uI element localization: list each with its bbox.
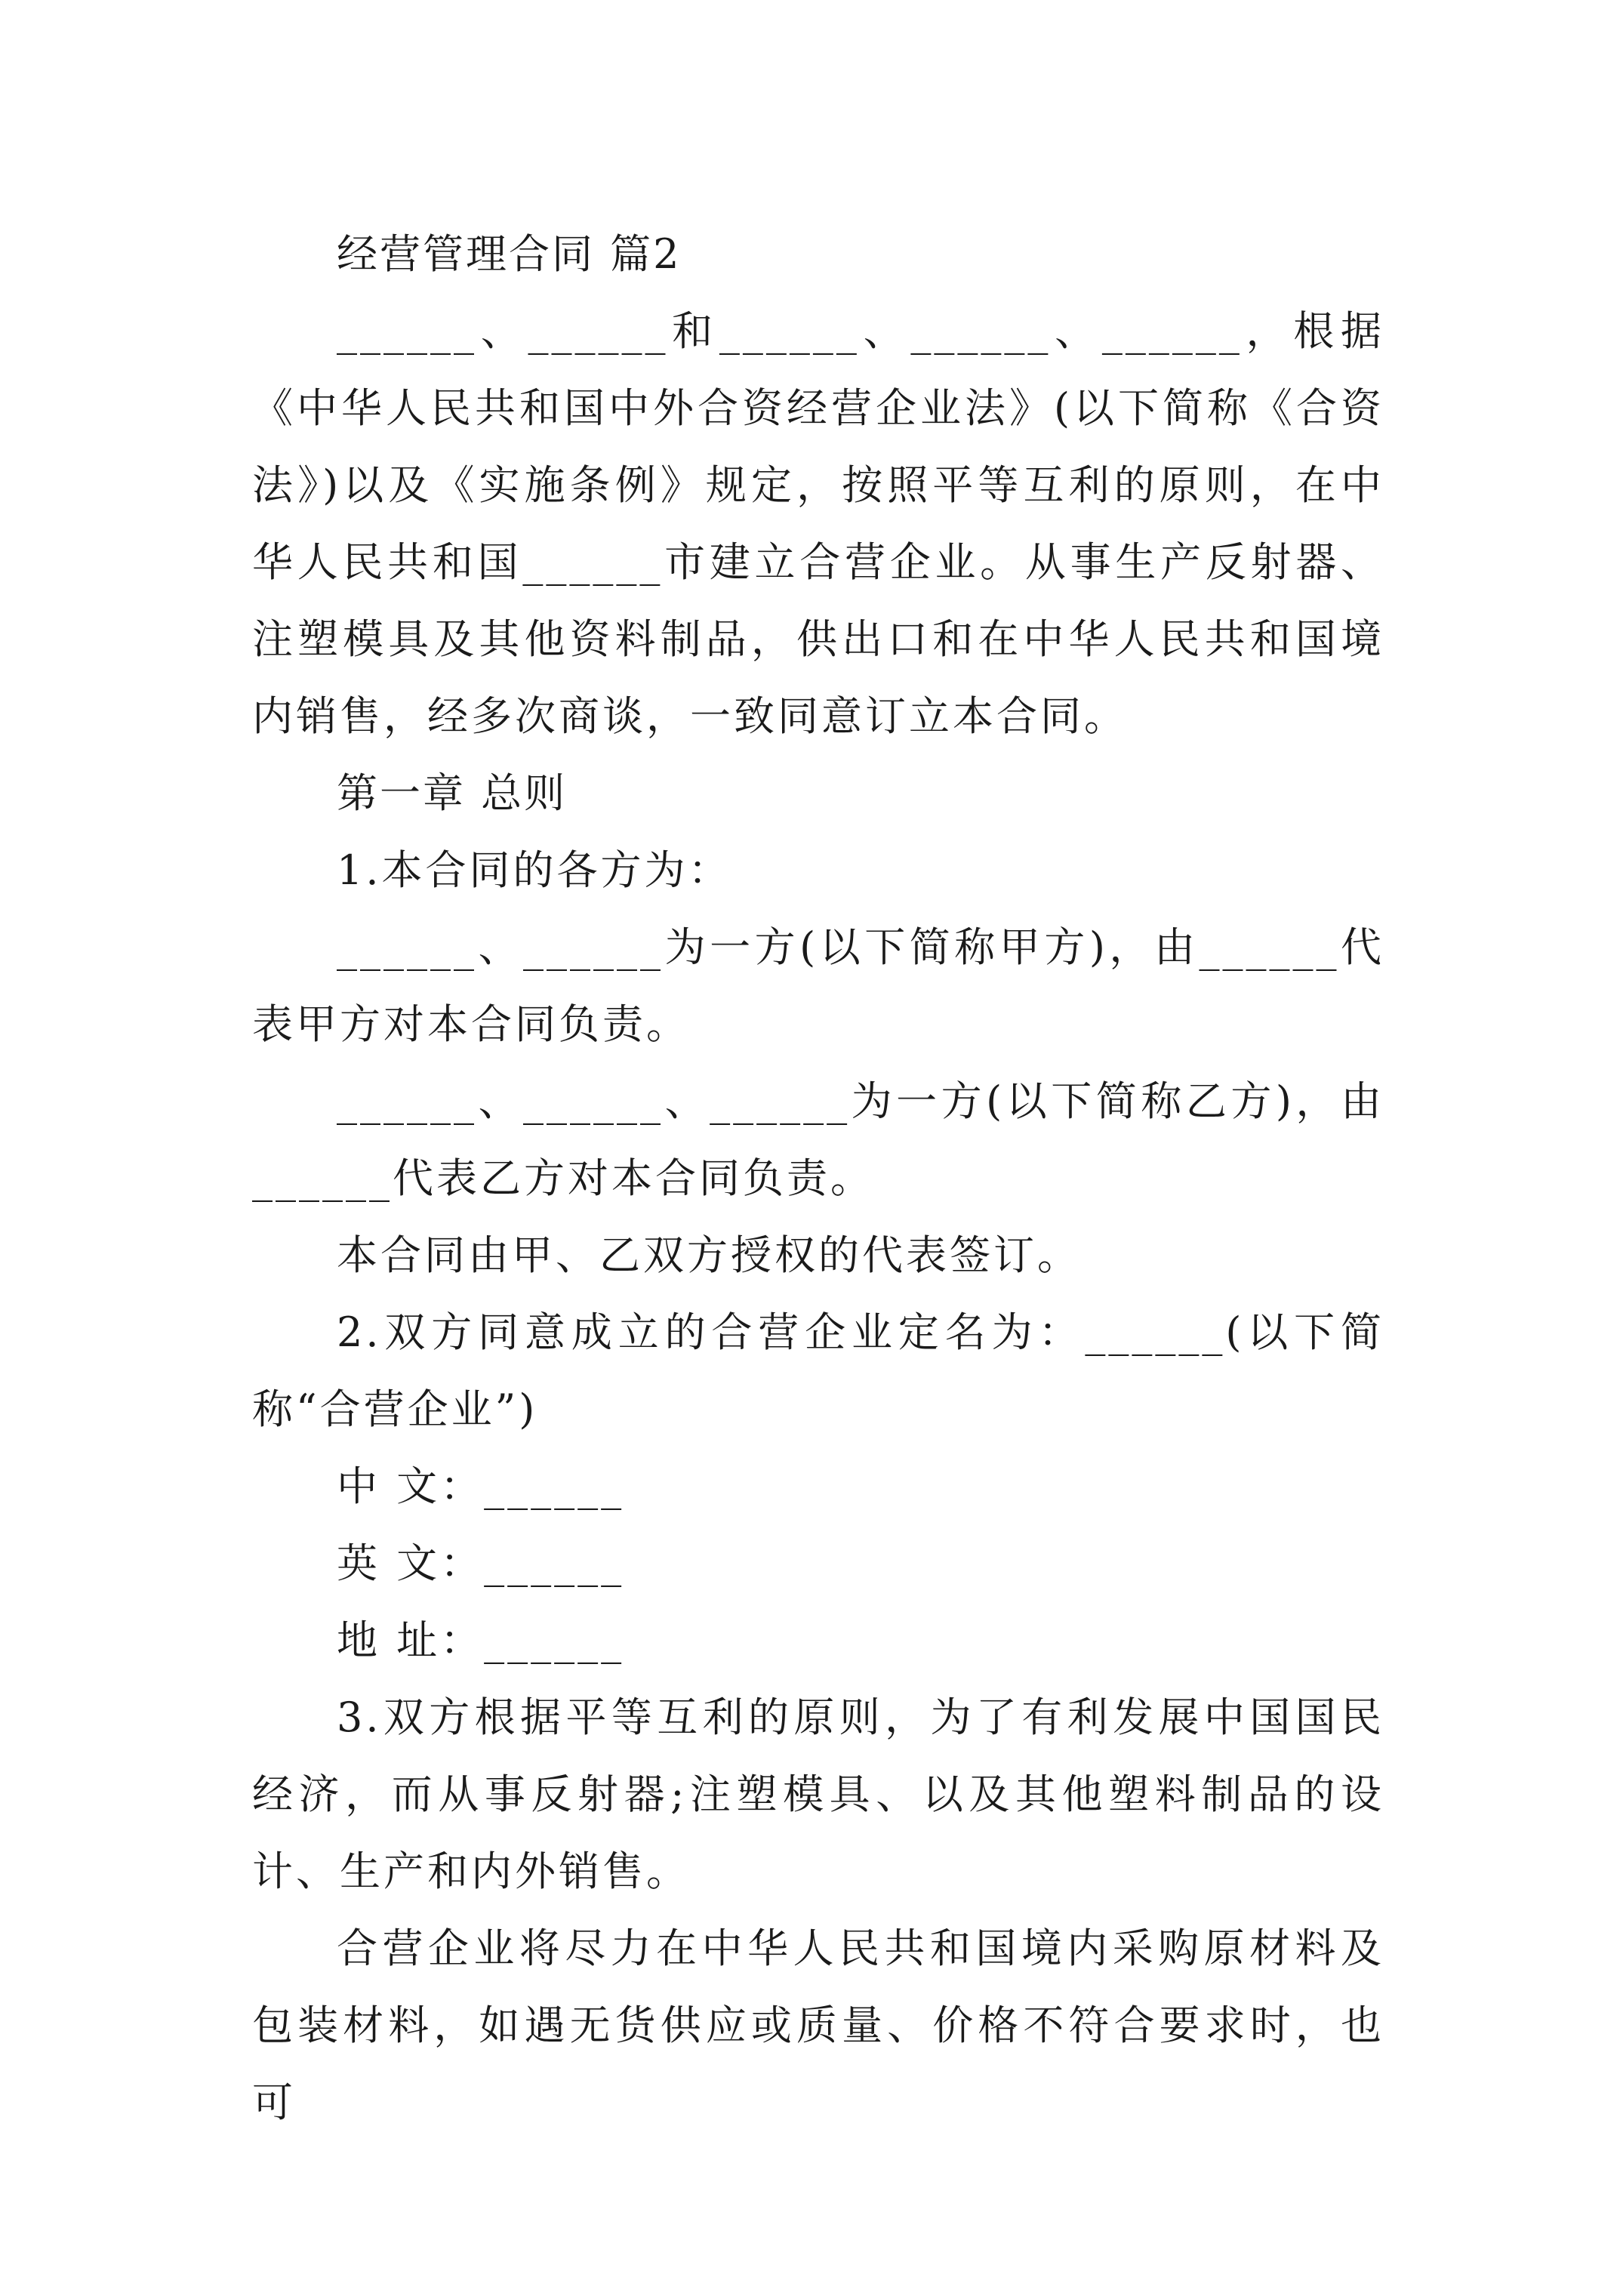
- document-body: [252, 216, 1384, 2141]
- clause-3: 3.双方根据平等互利的原则，为了有利发展中国国民经济，而从事反射器;注塑模具、以及其他塑料制品的设计、生产和内外销售。: [252, 1693, 1384, 1895]
- party-a: ______、______为一方(以下简称甲方)，由______代表甲方对本合同负责。: [252, 923, 1384, 1048]
- signing-statement: 本合同由甲、乙双方授权的代表签订。: [337, 1231, 1081, 1279]
- procurement-paragraph: 合营企业将尽力在中华人民共和国境内采购原材料及包装材料，如遇无货供应或质量、价格不符合要求时，也可: [252, 1925, 1384, 2126]
- name-english: 英 文：______: [337, 1539, 625, 1587]
- name-chinese: 中 文：______: [337, 1462, 625, 1510]
- party-b: ______、______、______为一方(以下简称乙方)，由______代表乙方对本合同负责。: [252, 1077, 1384, 1202]
- paragraph-preamble: ______、______和______、______、______，根据《中华人民共和国中外合资经营企业法》(以下简称《合资法》)以及《实施条例》规定，按照平等互利的原则，在中华人民共和国______市建立合营企业。从事生产反射器、注塑模具及其他资料制品，供出口和在中华人民共和国境内销售，经多次商谈，一致同意订立本合同。: [252, 307, 1384, 740]
- address: 地 址：______: [337, 1616, 625, 1664]
- clause-2: 2.双方同意成立的合营企业定名为：______(以下简称“合营企业”): [252, 1308, 1384, 1433]
- chapter-heading: 第一章 总则: [337, 769, 568, 817]
- clause-1: 1.本合同的各方为：: [337, 846, 732, 894]
- document-title: 经营管理合同 篇2: [337, 230, 682, 278]
